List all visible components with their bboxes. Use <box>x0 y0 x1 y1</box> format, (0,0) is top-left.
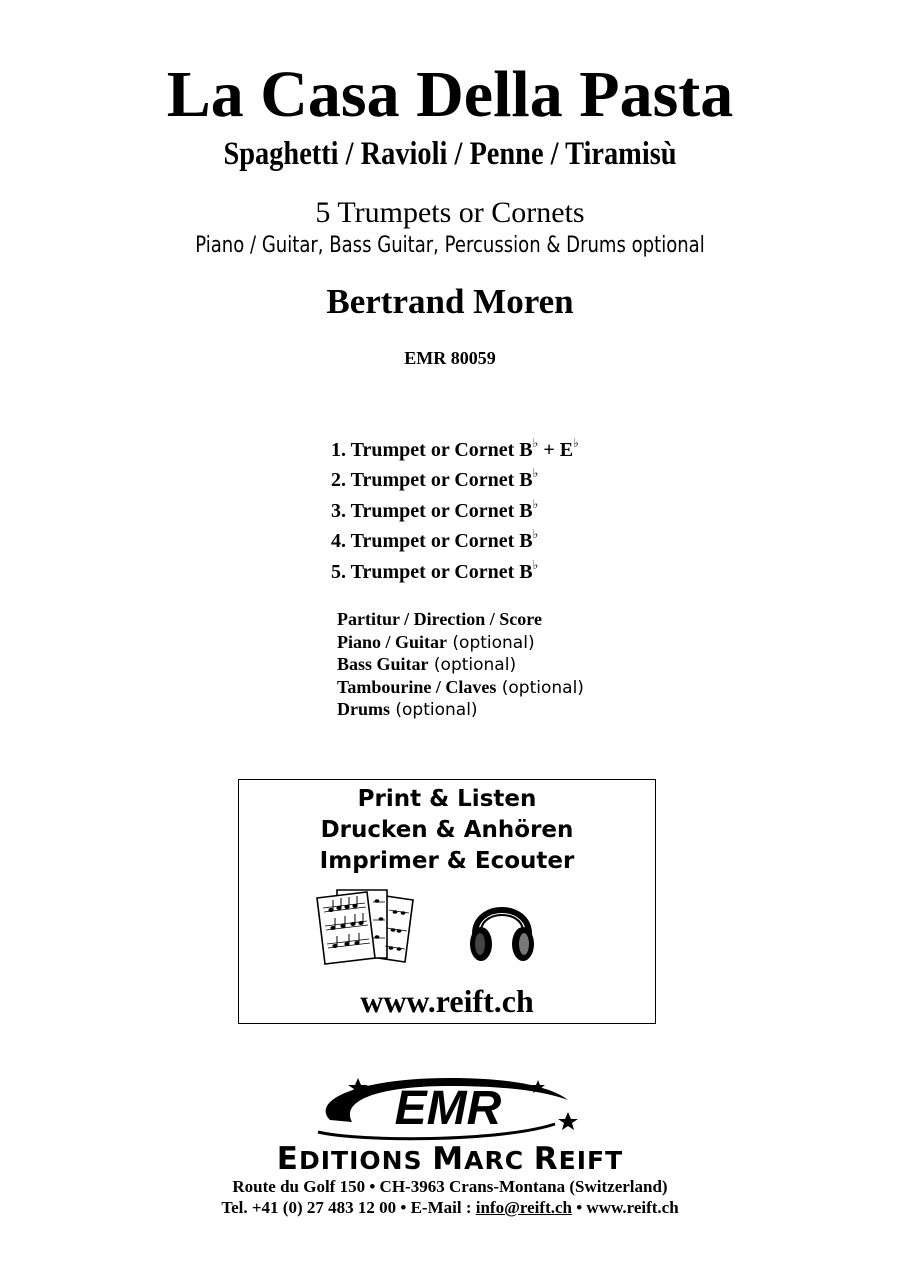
headphones-icon <box>467 890 537 966</box>
logo-text: EMR <box>394 1082 502 1135</box>
catalog-number: EMR 80059 <box>404 348 496 368</box>
emr-logo <box>300 1072 590 1142</box>
list-item: Piano / Guitar (optional) <box>337 631 535 653</box>
part-item: 4. Trumpet or Cornet B♭ <box>331 527 539 553</box>
part-item: 3. Trumpet or Cornet B♭ <box>331 496 539 522</box>
promo-line-english: Print & Listen <box>357 786 537 812</box>
list-item: Tambourine / Claves (optional) <box>337 676 584 698</box>
print-listen-box <box>238 779 656 1024</box>
promo-line-german: Drucken & Anhören <box>320 817 574 843</box>
list-item: Drums (optional) <box>337 699 478 721</box>
list-item: Bass Guitar (optional) <box>337 654 517 676</box>
promo-line-french: Imprimer & Ecouter <box>319 848 575 874</box>
part-item: 5. Trumpet or Cornet B♭ <box>331 557 539 583</box>
publisher-contact: Tel. +41 (0) 27 483 12 00 • E-Mail : info@reift.ch • www.reift.ch <box>221 1198 679 1217</box>
instrumentation: 5 Trumpets or Cornets <box>315 196 585 229</box>
sheet-music-icon <box>313 886 425 966</box>
email-link[interactable]: info@reift.ch <box>475 1198 572 1217</box>
list-item: Partitur / Direction / Score <box>337 609 542 629</box>
website-link[interactable]: www.reift.ch <box>360 983 534 1019</box>
publisher-name: EDITIONS MARC REIFT <box>276 1141 624 1177</box>
part-item: 1. Trumpet or Cornet B♭ + E♭ <box>331 436 579 461</box>
parts-list <box>331 431 579 583</box>
page-title: La Casa Della Pasta <box>166 58 734 131</box>
composer-name: Bertrand Moren <box>326 282 574 321</box>
subtitle: Spaghetti / Ravioli / Penne / Tiramisù <box>223 136 677 172</box>
score-contents-list <box>337 608 584 721</box>
part-item: 2. Trumpet or Cornet B♭ <box>331 466 539 492</box>
optional-instruments: Piano / Guitar, Bass Guitar, Percussion & Drums optional <box>195 233 705 258</box>
publisher-address: Route du Golf 150 • CH-3963 Crans-Montana (Switzerland) <box>232 1177 668 1196</box>
